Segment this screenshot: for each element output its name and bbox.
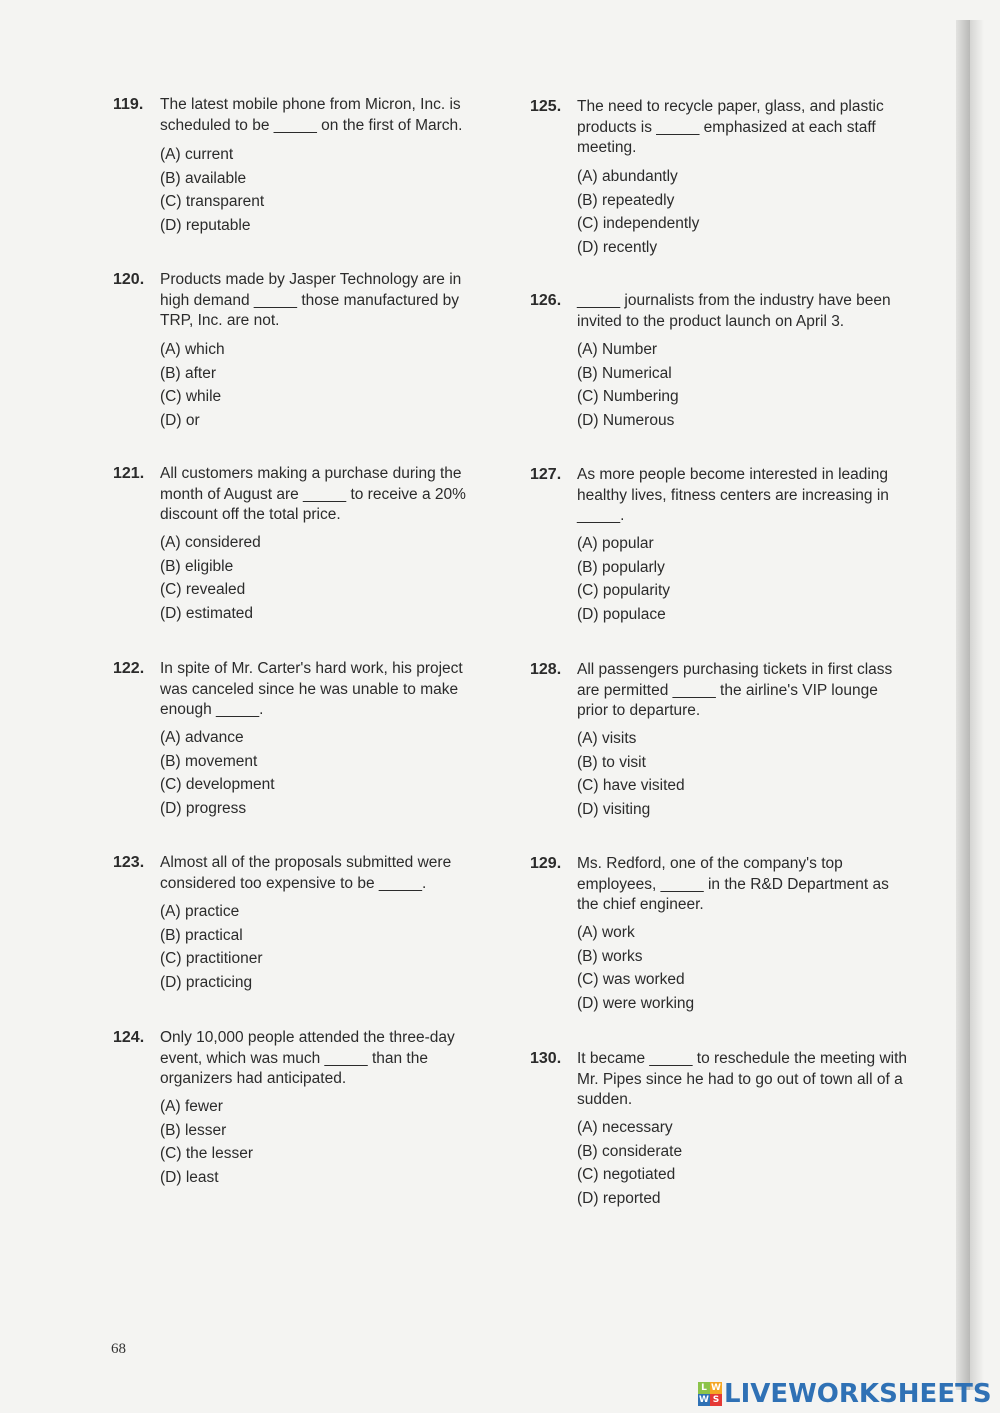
option-d[interactable]: (D) reported xyxy=(577,1189,661,1207)
option-b[interactable]: (B) available xyxy=(160,169,247,187)
option-a[interactable]: (A) fewer xyxy=(160,1098,223,1115)
option-a[interactable]: (A) considered xyxy=(160,534,261,551)
question-number: 124. xyxy=(113,1029,145,1046)
question-text: Almost all of the proposals submitted were considered too expensive to be _____. xyxy=(160,854,452,892)
question-number: 128. xyxy=(530,661,562,678)
option-c[interactable]: (C) revealed xyxy=(160,581,246,598)
liveworksheets-logo-icon xyxy=(698,1382,722,1406)
option-c[interactable]: (C) popularity xyxy=(577,582,671,599)
option-c[interactable]: (C) Numbering xyxy=(577,388,679,405)
option-d[interactable]: (D) least xyxy=(160,1168,219,1186)
option-b[interactable]: (B) to visit xyxy=(577,753,646,771)
option-c[interactable]: (C) development xyxy=(160,776,275,793)
question-number: 121. xyxy=(113,465,145,482)
option-d[interactable]: (D) were working xyxy=(577,994,695,1012)
brand-name: LIVEWORKSHEETS xyxy=(724,1379,992,1409)
answer-options xyxy=(160,531,261,625)
answer-options xyxy=(577,921,694,1015)
question-number: 130. xyxy=(530,1050,562,1067)
question-text: Ms. Redford, one of the company's top employees, _____ in the R&D Department as the chief engineer. xyxy=(577,855,889,913)
question-text: _____ journalists from the industry have been invited to the product launch on April 3. xyxy=(577,292,891,330)
option-a[interactable]: (A) abundantly xyxy=(577,168,678,185)
option-b[interactable]: (B) Numerical xyxy=(577,364,672,382)
option-d[interactable]: (D) populace xyxy=(577,605,666,623)
option-a[interactable]: (A) popular xyxy=(577,535,654,552)
option-d[interactable]: (D) estimated xyxy=(160,604,254,622)
option-b[interactable]: (B) considerate xyxy=(577,1142,683,1160)
question-number: 127. xyxy=(530,466,562,483)
option-b[interactable]: (B) eligible xyxy=(160,557,234,575)
answer-options xyxy=(577,727,685,821)
option-a[interactable]: (A) which xyxy=(160,341,225,358)
logo-tile-red: S xyxy=(710,1394,722,1406)
option-d[interactable]: (D) reputable xyxy=(160,216,251,234)
option-a[interactable]: (A) necessary xyxy=(577,1119,673,1136)
liveworksheets-brand[interactable] xyxy=(698,1379,992,1409)
option-a[interactable]: (A) Number xyxy=(577,341,658,358)
option-a[interactable]: (A) work xyxy=(577,924,635,941)
question-number: 122. xyxy=(113,660,145,677)
question-text: Products made by Jasper Technology are in high demand _____ those manufactured by TRP, Inc. are not. xyxy=(160,271,462,329)
option-d[interactable]: (D) progress xyxy=(160,799,247,817)
question-number: 129. xyxy=(530,855,562,872)
option-d[interactable]: (D) Numerous xyxy=(577,411,675,429)
question-text: The latest mobile phone from Micron, Inc. is scheduled to be _____ on the first of March. xyxy=(160,96,463,134)
question-text: As more people become interested in leading healthy lives, fitness centers are increasing in _____. xyxy=(577,466,889,524)
page-binding-shadow xyxy=(956,20,970,1390)
option-c[interactable]: (C) practitioner xyxy=(160,950,263,967)
logo-tile-orange: W xyxy=(711,1383,721,1393)
logo-tile-green: L xyxy=(698,1382,710,1394)
option-d[interactable]: (D) practicing xyxy=(160,973,253,991)
question-number: 120. xyxy=(113,271,145,288)
option-a[interactable]: (A) advance xyxy=(160,729,244,746)
option-a[interactable]: (A) practice xyxy=(160,903,240,920)
answer-options xyxy=(160,726,275,820)
option-d[interactable]: (D) visiting xyxy=(577,800,651,818)
question-text: In spite of Mr. Carter's hard work, his project was canceled since he was unable to make enough _____. xyxy=(160,660,463,718)
answer-options xyxy=(160,1095,253,1189)
question-number: 126. xyxy=(530,292,562,309)
question-number: 123. xyxy=(113,854,145,871)
option-b[interactable]: (B) popularly xyxy=(577,558,665,576)
answer-options xyxy=(160,143,264,237)
option-d[interactable]: (D) recently xyxy=(577,238,658,256)
option-b[interactable]: (B) movement xyxy=(160,752,258,770)
option-c[interactable]: (C) independently xyxy=(577,215,700,232)
question-text: All passengers purchasing tickets in first class are permitted _____ the airline's VIP lounge prior to departure. xyxy=(577,661,893,719)
question-number: 119. xyxy=(113,96,144,113)
option-c[interactable]: (C) have visited xyxy=(577,777,685,794)
option-b[interactable]: (B) works xyxy=(577,947,643,965)
option-c[interactable]: (C) transparent xyxy=(160,193,265,210)
logo-tile-blue: W xyxy=(699,1395,709,1405)
answer-options xyxy=(577,532,670,626)
option-b[interactable]: (B) lesser xyxy=(160,1121,227,1139)
question-text: All customers making a purchase during the month of August are _____ to receive a 20% discount off the total price. xyxy=(160,465,466,523)
question-text: The need to recycle paper, glass, and plastic products is _____ emphasized at each staff meeting. xyxy=(577,98,884,156)
option-c[interactable]: (C) was worked xyxy=(577,971,685,988)
option-c[interactable]: (C) while xyxy=(160,388,222,405)
answer-options xyxy=(577,1116,682,1210)
answer-options xyxy=(160,338,225,432)
answer-options xyxy=(577,165,699,259)
question-text: It became _____ to reschedule the meeting with Mr. Pipes since he had to go out of town all of a sudden. xyxy=(577,1050,908,1108)
answer-options xyxy=(577,338,679,432)
answer-options xyxy=(160,900,263,994)
option-c[interactable]: (C) negotiated xyxy=(577,1166,676,1183)
option-d[interactable]: (D) or xyxy=(160,411,200,429)
option-b[interactable]: (B) repeatedly xyxy=(577,191,675,209)
option-a[interactable]: (A) visits xyxy=(577,730,637,747)
page-edge xyxy=(970,20,984,1390)
question-number: 125. xyxy=(530,98,562,115)
option-a[interactable]: (A) current xyxy=(160,146,234,163)
option-b[interactable]: (B) after xyxy=(160,364,216,382)
option-c[interactable]: (C) the lesser xyxy=(160,1145,254,1162)
page-number: 68 xyxy=(111,1341,126,1357)
option-b[interactable]: (B) practical xyxy=(160,926,243,944)
question-text: Only 10,000 people attended the three-day event, which was much _____ than the organizers had anticipated. xyxy=(160,1029,455,1087)
